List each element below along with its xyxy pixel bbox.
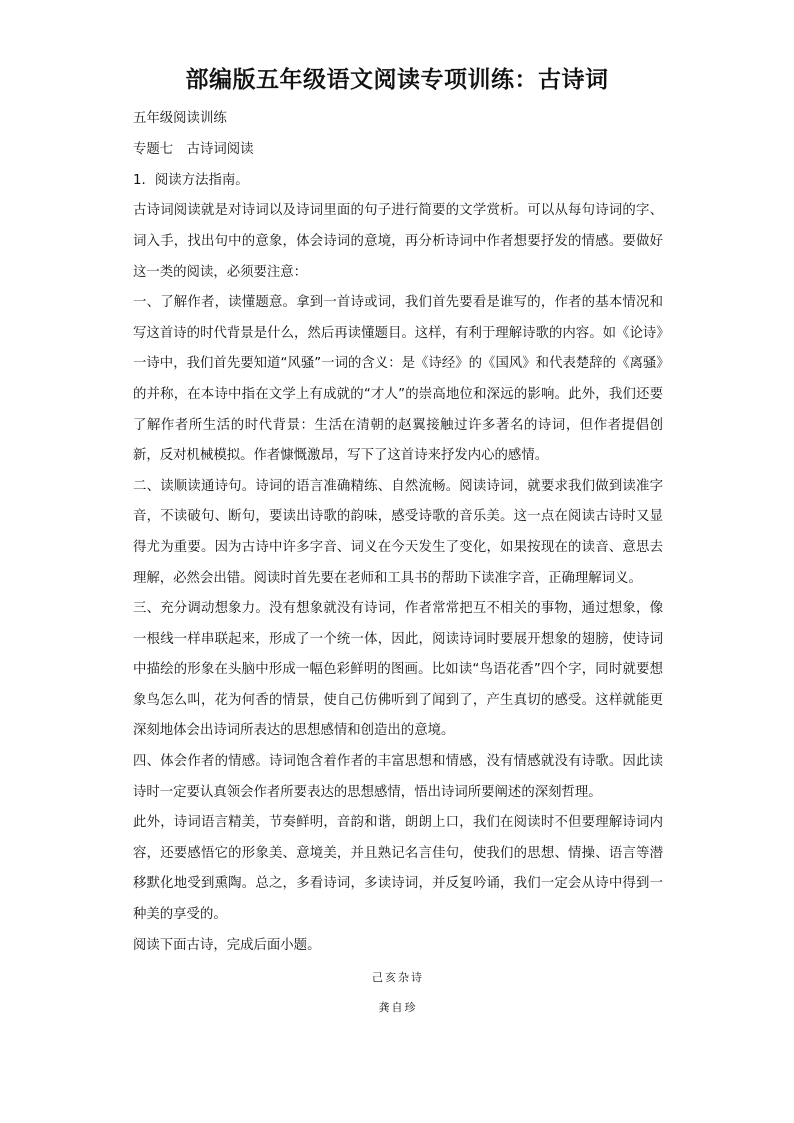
intro-paragraph: 古诗词阅读就是对诗词以及诗词里面的句子进行简要的文学赏析。可以从每句诗词的字、词入手，找出句中的意象，体会诗词的意境，再分析诗词中作者想要抒发的情感。要做好这一类的阅读，必须要注意：	[133, 203, 663, 280]
reading-instruction: 阅读下面古诗，完成后面小题。	[133, 937, 321, 953]
point-4-paragraph: 四、体会作者的情感。诗词饱含着作者的丰富思想和情感，没有情感就没有诗歌。因此读诗时一定要认真领会作者所要表达的思想感情，悟出诗词所要阐述的深刻哲理。	[133, 754, 663, 800]
point-1-paragraph: 一、了解作者，读懂题意。拿到一首诗或词，我们首先要看是谁写的，作者的基本情况和写这首诗的时代背景是什么，然后再读懂题目。这样，有利于理解诗歌的内容。如《论诗》一诗中，我们首先要知道“风骚”一词的含义：是《诗经》的《国风》和代表楚辞的《离骚》的并称，在本诗中指在文学上有成就的“才人”的崇高地位和深远的影响。此外，我们还要了解作者所生活的时代背景：生活在清朝的赵翼接触过许多著名的诗词，但作者提倡创新，反对机械模拟。作者慷慨激昂，写下了这首诗来抒发内心的感情。	[133, 295, 663, 464]
extra-paragraph: 此外，诗词语言精美，节奏鲜明，音韵和谐，朗朗上口，我们在阅读时不但要理解诗词内容，还要感悟它的形象美、意境美，并且熟记名言佳句，使我们的思想、情操、语言等潜移默化地受到熏陶。总之，多看诗词，多读诗词，并反复吟诵，我们一定会从诗中得到一种美的享受的。	[133, 815, 663, 923]
section-heading: 1．阅读方法指南。	[133, 172, 249, 188]
point-3-paragraph: 三、充分调动想象力。没有想象就没有诗词，作者常常把互不相关的事物，通过想象，像一根线一样串联起来，形成了一个统一体，因此，阅读诗词时要展开想象的翅膀，使诗词中描绘的形象在头脑中形成一幅色彩鲜明的图画。比如读“鸟语花香”四个字，同时就要想象鸟怎么叫，花为何香的情景，使自己仿佛听到了闻到了，产生真切的感受。这样就能更深刻地体会出诗词所表达的思想感情和创造出的意境。	[133, 601, 663, 739]
document-page	[133, 60, 663, 1023]
document-title: 部编版五年级语文阅读专项训练：古诗词	[185, 67, 609, 93]
topic-heading: 专题七 古诗词阅读	[133, 141, 254, 157]
poem-author: 龚自珍	[378, 1001, 418, 1015]
poem-title: 己亥杂诗	[372, 971, 424, 985]
point-2-paragraph: 二、读顺读通诗句。诗词的语言准确精练、自然流畅。阅读诗词，就要求我们做到读准字音，不读破句、断句，要读出诗歌的韵味，感受诗歌的音乐美。这一点在阅读古诗时又显得尤为重要。因为古诗中许多字音、词义在今天发生了变化，如果按现在的读音、意思去理解，必然会出错。阅读时首先要在老师和工具书的帮助下读准字音，正确理解词义。	[133, 478, 663, 586]
document-subtitle: 五年级阅读训练	[133, 111, 227, 126]
